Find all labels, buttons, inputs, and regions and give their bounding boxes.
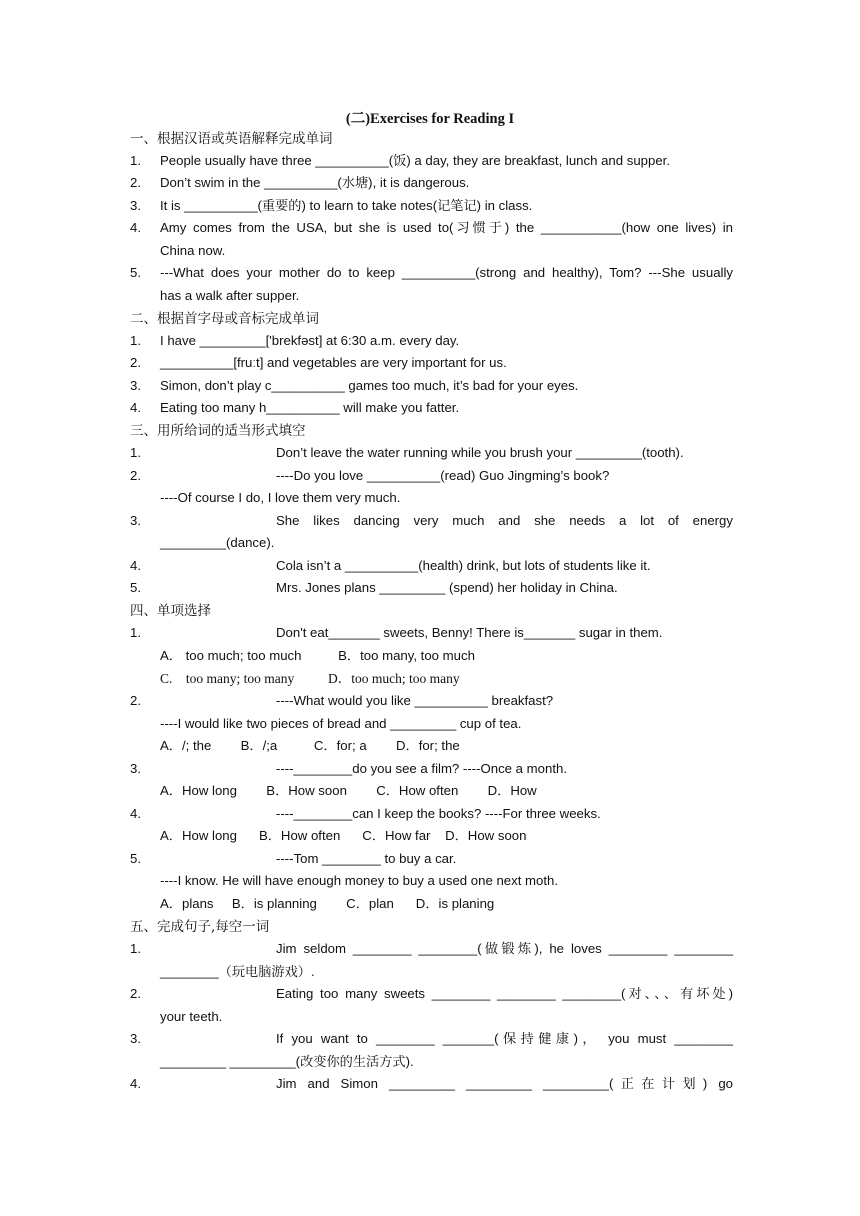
question-number: 5. <box>130 580 141 595</box>
answer-options: C. too many; too many D．too much; too many <box>160 671 460 686</box>
page-title: (二)Exercises for Reading I <box>345 111 515 127</box>
question-number: 2. <box>130 355 141 370</box>
question-text: ----Tom ________ to buy a car. <box>276 851 457 866</box>
question-item <box>130 353 733 373</box>
question-number: 3. <box>130 761 141 776</box>
question-text: Don’t swim in the __________(水塘), it is dangerous. <box>160 175 470 190</box>
question-item <box>130 691 733 711</box>
answer-options: A．/; the B．/;a C．for; a D．for; the <box>160 738 460 753</box>
question-number: 3. <box>130 198 141 213</box>
question-number: 4. <box>130 220 141 235</box>
question-text: Amy comes from the USA, but she is used to(习惯于) the ___________(how one lives) in <box>160 220 733 235</box>
question-number: 2. <box>130 986 141 1001</box>
reply-line: ----Of course I do, I love them very much. <box>160 490 401 505</box>
question-text: ----What would you like __________ breakfast? <box>276 693 554 708</box>
question-number: 2. <box>130 468 141 483</box>
question-text: Jim and Simon _________ _________ _________(正在计划) go <box>276 1076 733 1091</box>
question-item <box>130 759 733 779</box>
question-text: If you want to ________ _______(保持健康)， you must ________ <box>276 1031 733 1046</box>
question-item <box>130 151 733 171</box>
question-continuation: your teeth. <box>160 1009 223 1024</box>
question-text: She likes dancing very much and she needs a lot of energy <box>276 513 733 528</box>
question-item <box>130 218 733 238</box>
question-continuation: _________(dance). <box>160 535 275 550</box>
question-number: 2. <box>130 175 141 190</box>
question-item <box>130 443 733 463</box>
question-number: 1. <box>130 625 141 640</box>
question-text: Don’t leave the water running while you brush your _________(tooth). <box>276 445 684 460</box>
question-number: 1. <box>130 153 141 168</box>
question-text: It is __________(重要的) to learn to take notes(记笔记) in class. <box>160 198 533 213</box>
section-heading: 五、完成句子,每空一词 <box>130 919 270 935</box>
question-item <box>130 173 733 193</box>
question-item <box>130 939 733 959</box>
question-number: 2. <box>130 693 141 708</box>
question-text: Eating too many sweets ________ ________ ________(对、、、有坏处) <box>276 986 733 1001</box>
question-item <box>130 1029 733 1049</box>
question-text: People usually have three __________(饭) a day, they are breakfast, lunch and supper. <box>160 153 671 168</box>
question-number: 4. <box>130 1076 141 1091</box>
question-text: Simon, don’t play c__________ games too much, it’s bad for your eyes. <box>160 378 579 393</box>
question-number: 1. <box>130 333 141 348</box>
question-continuation: China now. <box>160 243 226 258</box>
question-item <box>130 984 733 1004</box>
question-continuation: ________（玩电脑游戏）. <box>160 964 315 979</box>
section-heading: 一、根据汉语或英语解释完成单词 <box>130 131 333 147</box>
question-number: 3. <box>130 378 141 393</box>
reply-line: ----I would like two pieces of bread and _________ cup of tea. <box>160 716 522 731</box>
answer-options: A．How long B．How soon C．How often D．How <box>160 783 537 798</box>
question-continuation: _________ _________(改变你的生活方式). <box>160 1054 414 1069</box>
question-item <box>130 804 733 824</box>
question-item <box>130 376 733 396</box>
question-item <box>130 578 733 598</box>
question-text: ----________can I keep the books? ----For three weeks. <box>276 806 601 821</box>
question-number: 1. <box>130 941 141 956</box>
question-number: 5. <box>130 265 141 280</box>
question-number: 4. <box>130 400 141 415</box>
question-item <box>130 196 733 216</box>
question-item <box>130 263 733 283</box>
question-text: Jim seldom ________ ________(做锻炼), he loves ________ ________ <box>276 941 733 956</box>
question-item <box>130 331 733 351</box>
question-text: Cola isn’t a __________(health) drink, but lots of students like it. <box>276 558 651 573</box>
section-heading: 二、根据首字母或音标完成单词 <box>130 311 319 327</box>
question-number: 3. <box>130 513 141 528</box>
question-text: Don't eat_______ sweets, Benny! There is_______ sugar in them. <box>276 625 663 640</box>
question-number: 3. <box>130 1031 141 1046</box>
question-item <box>130 466 733 486</box>
section-heading: 三、用所给词的适当形式填空 <box>130 423 306 439</box>
question-text: ----Do you love __________(read) Guo Jingming’s book? <box>276 468 610 483</box>
question-number: 1. <box>130 445 141 460</box>
question-item <box>130 556 733 576</box>
question-continuation: has a walk after supper. <box>160 288 300 303</box>
question-item <box>130 849 733 869</box>
question-item <box>130 623 733 643</box>
answer-options: A． too much; too much B．too many, too much <box>160 648 475 663</box>
answer-options: A．How long B．How often C．How far D．How soon <box>160 828 527 843</box>
question-text: ----________do you see a film? ----Once a month. <box>276 761 567 776</box>
section-heading: 四、单项选择 <box>130 603 211 619</box>
question-item <box>130 398 733 418</box>
question-item <box>130 511 733 531</box>
question-number: 4. <box>130 806 141 821</box>
question-text: Eating too many h__________ will make you fatter. <box>160 400 460 415</box>
question-text: Mrs. Jones plans _________ (spend) her holiday in China. <box>276 580 618 595</box>
answer-options: A．plans B．is planning C．plan D．is planing <box>160 896 495 911</box>
question-item <box>130 1074 733 1094</box>
reply-line: ----I know. He will have enough money to buy a used one next moth. <box>160 873 559 888</box>
question-number: 4. <box>130 558 141 573</box>
question-text: ---What does your mother do to keep __________(strong and healthy), Tom? ---She usually <box>160 265 733 280</box>
question-number: 5. <box>130 851 141 866</box>
question-text: __________[fruːt] and vegetables are very important for us. <box>160 355 507 370</box>
question-text: I have _________['brekfəst] at 6:30 a.m. every day. <box>160 333 460 348</box>
